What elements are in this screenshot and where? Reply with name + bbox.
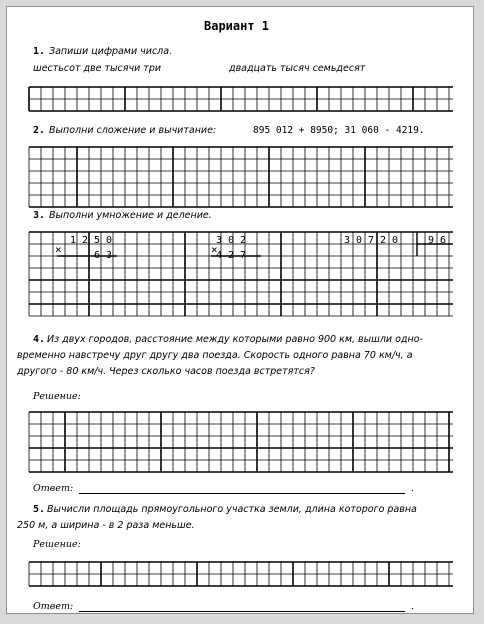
task4-answer-line[interactable]: [79, 493, 405, 494]
div-dividend-digit: 7: [367, 235, 375, 246]
mult2-top-digit: 3: [215, 235, 223, 246]
div-dividend-digit: 0: [391, 235, 399, 246]
mult2-bottom-digit: 7: [239, 250, 247, 261]
task4-solution-label: Решение:: [33, 391, 81, 402]
mult2-bottom-digit: 4: [215, 250, 223, 261]
task3-instruction: Выполни умножение и деление.: [49, 210, 212, 221]
task5-solution-label: Решение:: [33, 539, 81, 550]
mult1-top-digit: 0: [105, 235, 113, 246]
task4-answer-label: Ответ:: [33, 483, 74, 494]
task1-instruction: Запиши цифрами числа.: [49, 46, 173, 57]
task4-line-2: временно навстречу друг другу два поезда. Скорость одного равна 70 км/ч, а: [17, 350, 413, 361]
task1-phrase-1: шестьсот две тысячи три: [33, 63, 162, 74]
task2-number: 2.: [33, 125, 46, 136]
div-dividend-digit: 3: [343, 235, 351, 246]
mult2-sign: ×: [211, 243, 218, 256]
task5-line-2: 250 м, а ширина - в 2 раза меньше.: [17, 520, 195, 531]
task5-number: 5.: [33, 504, 46, 515]
task5-answer-label: Ответ:: [33, 601, 74, 612]
mult1-sign: ×: [55, 243, 62, 256]
task5-answer-line[interactable]: [79, 611, 405, 612]
mult1-bottom-digit: 6: [93, 250, 101, 261]
div-divisor-digit: 9: [427, 235, 435, 246]
task5-line-1: Вычисли площадь прямоугольного участка земли, длина которого равна: [47, 504, 417, 515]
task4-line-3: другого - 80 км/ч. Через сколько часов поезда встретятся?: [17, 366, 315, 377]
mult1-bottom-digit: 3: [105, 250, 113, 261]
task3-number: 3.: [33, 210, 46, 221]
task1-number: 1.: [33, 46, 46, 57]
mult1-top-digit: 5: [93, 235, 101, 246]
worksheet-page: [6, 6, 474, 614]
task1-phrase-2: двадцать тысяч семьдесят: [229, 63, 366, 74]
mult2-bottom-digit: 2: [227, 250, 235, 261]
task4-answer-dot: .: [411, 483, 415, 494]
task4-line-1: Из двух городов, расстояние между которыми равно 900 км, вышли одно-: [47, 334, 423, 345]
div-dividend-digit: 0: [355, 235, 363, 246]
mult1-top-digit: 2: [81, 235, 89, 246]
task5-answer-dot: .: [411, 601, 415, 612]
mult2-top-digit: 2: [239, 235, 247, 246]
mult1-top-digit: 1: [69, 235, 77, 246]
task2-expression: 895 012 + 8950; 31 060 - 4219.: [253, 125, 425, 136]
task4-number: 4.: [33, 334, 46, 345]
worksheet-title: Вариант 1: [204, 19, 270, 33]
div-divisor-digit: 6: [439, 235, 447, 246]
div-dividend-digit: 2: [379, 235, 387, 246]
mult2-top-digit: 0: [227, 235, 235, 246]
task2-instruction: Выполни сложение и вычитание:: [49, 125, 217, 136]
